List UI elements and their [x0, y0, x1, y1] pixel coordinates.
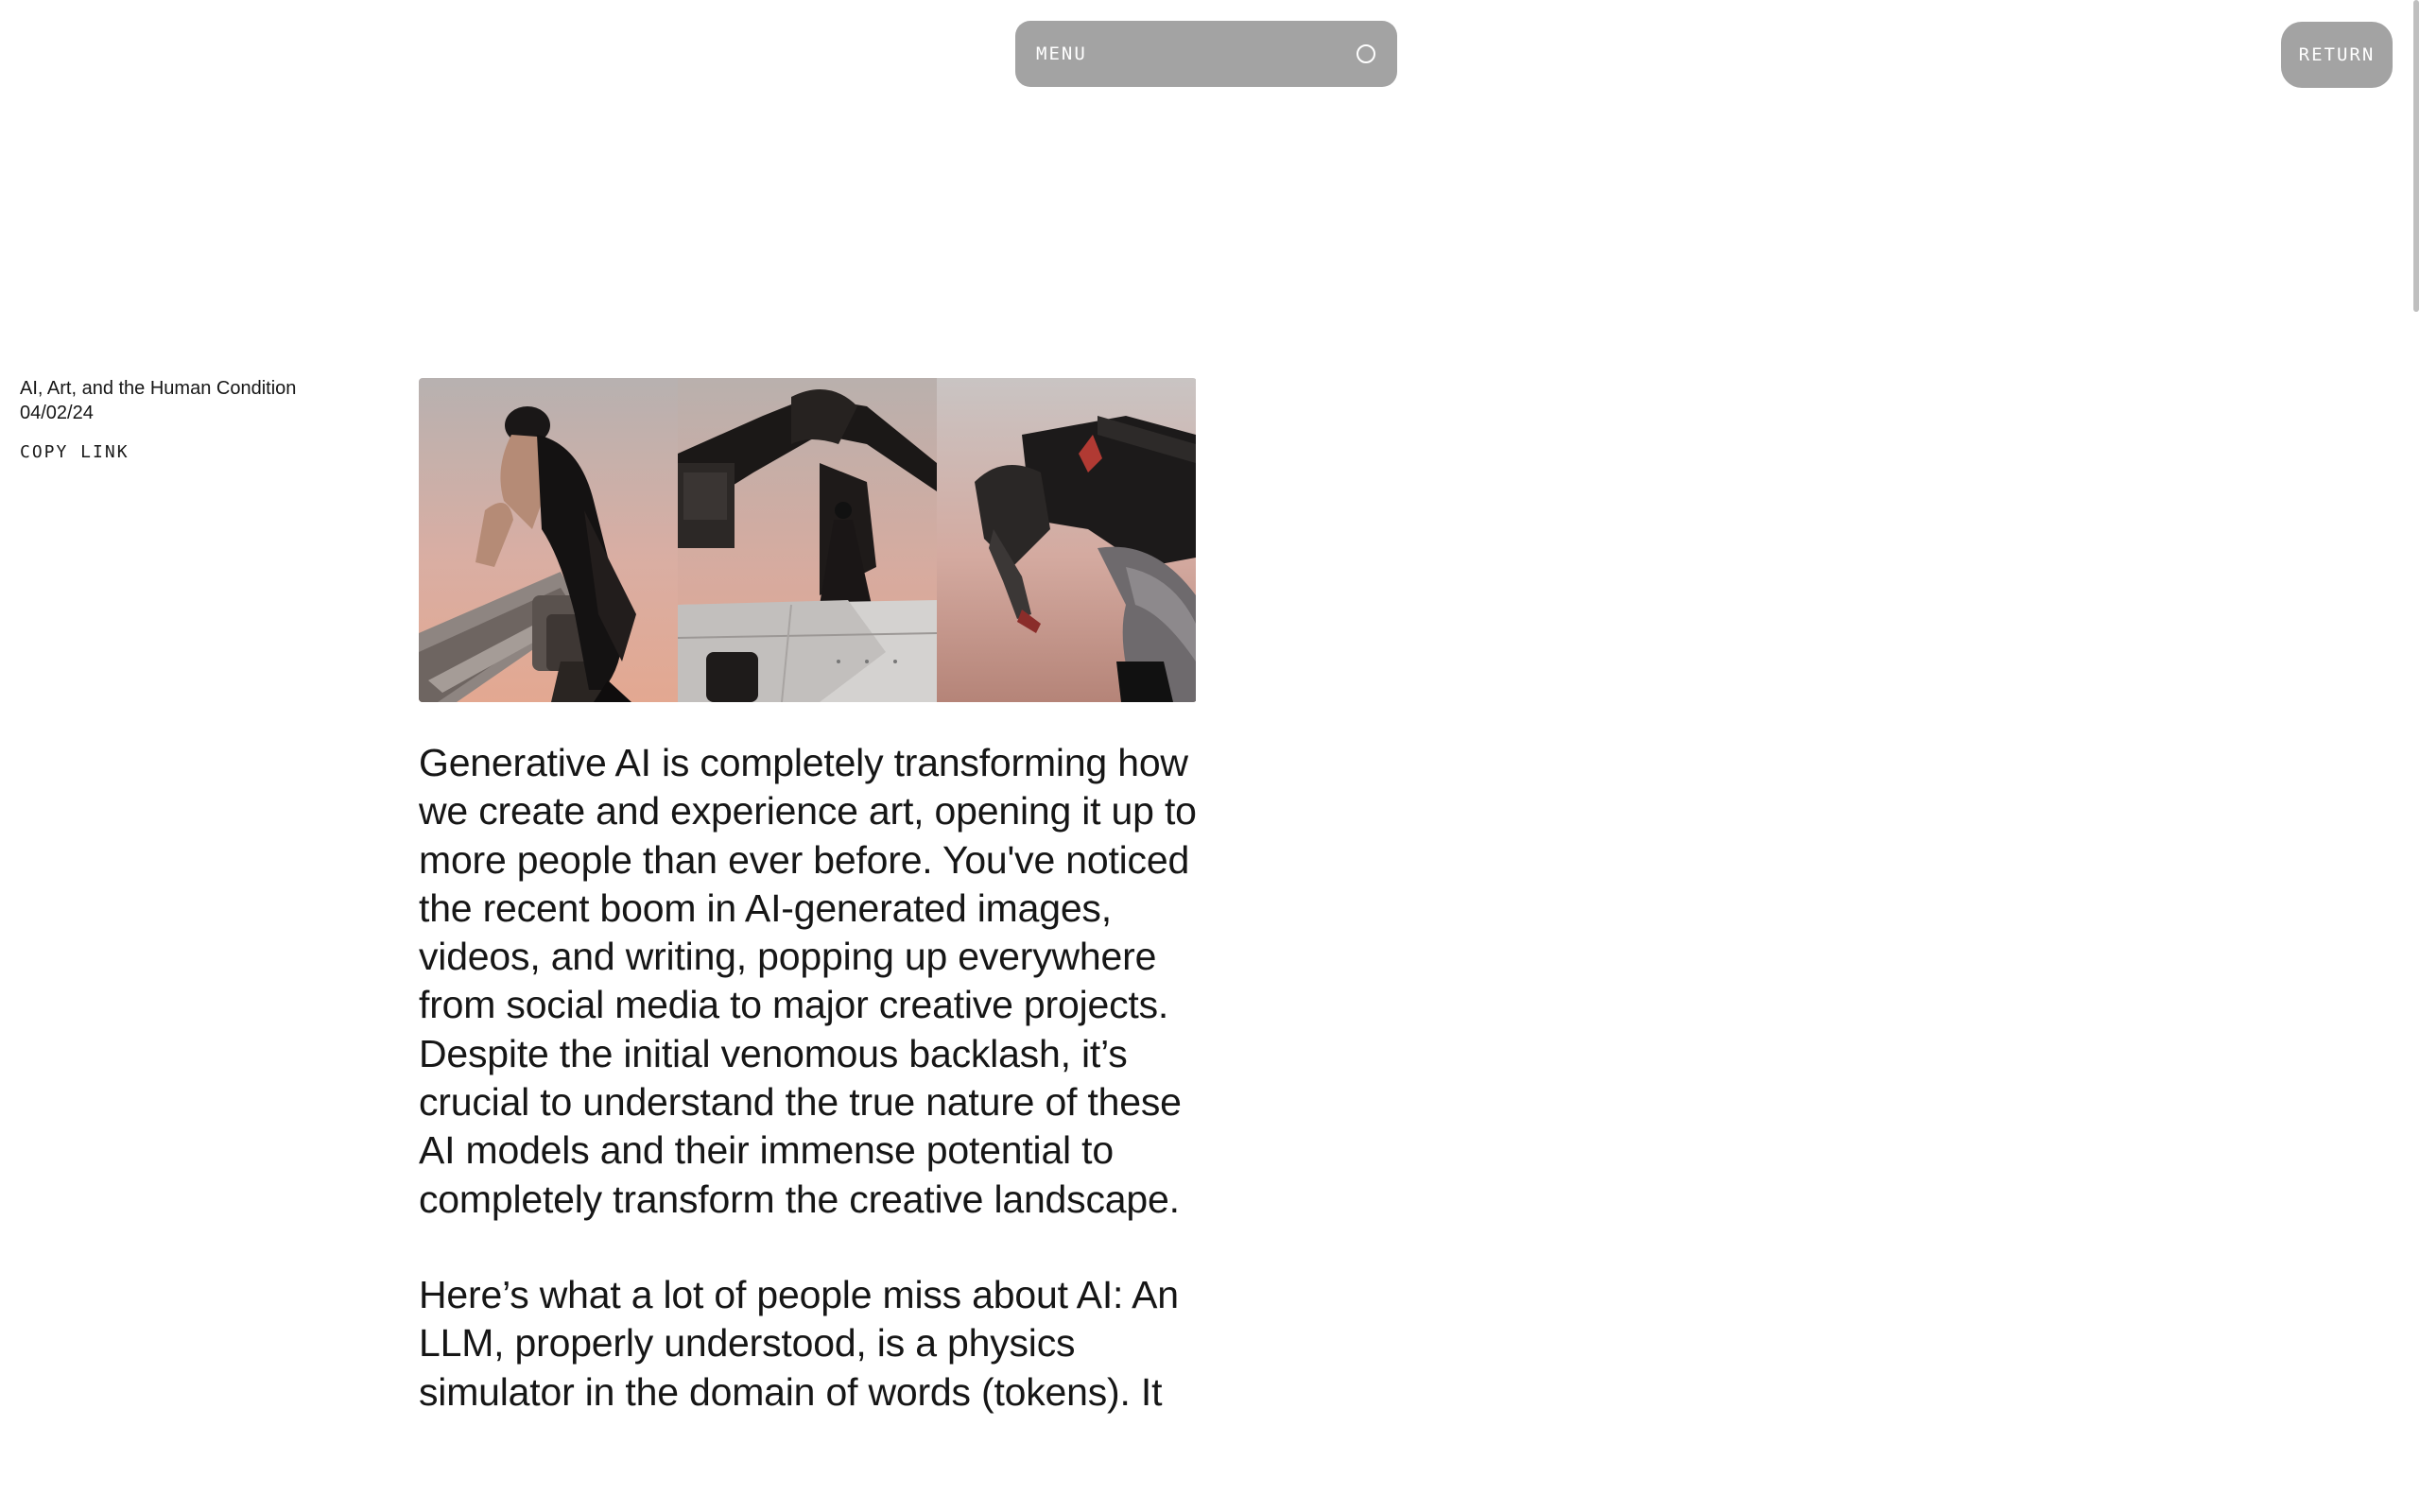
article-date: 04/02/24: [20, 403, 94, 423]
hero-panel-robotic-arm-and-figure: [678, 378, 937, 702]
article-meta: [20, 376, 360, 462]
hero-image: [419, 378, 1197, 702]
menu-label: MENU: [1036, 43, 1087, 64]
hero-panel-figure-on-machine: [419, 378, 678, 702]
return-button[interactable]: RETURN: [2281, 22, 2393, 88]
article-paragraph: Generative AI is completely transforming how we create and experience art, opening it up to more people than ever before. You've noticed the recent boom in AI-generated images, videos, and writing, popping up everywhere from social media to major creative projects. Despite the initial venomous backlash, it’s crucial to understand the true nature of these AI models and their immense potential to completely transform the creative landscape.: [419, 741, 1197, 1221]
circle-icon: [1356, 43, 1376, 64]
hero-panel-robotic-arm-closeup: [937, 378, 1196, 702]
scrollbar-thumb[interactable]: [2413, 0, 2419, 312]
menu-bar[interactable]: [1015, 21, 1397, 87]
copy-link-button[interactable]: COPY LINK: [20, 442, 130, 462]
article-paragraph: Here’s what a lot of people miss about AI: An LLM, properly understood, is a physics simulator in the domain of words (tokens). It: [419, 1272, 1179, 1414]
article-title: AI, Art, and the Human Condition: [20, 378, 297, 399]
scrollbar[interactable]: [2412, 0, 2420, 1512]
article-body: [419, 739, 1203, 1464]
